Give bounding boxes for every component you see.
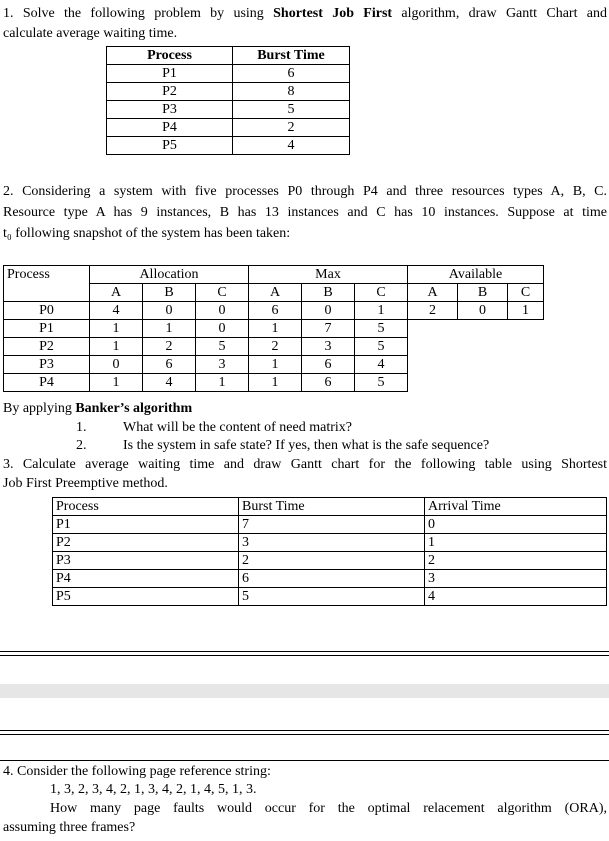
q2-cell: 1 [90, 338, 143, 356]
q2-cell: 1 [143, 320, 196, 338]
q2-cell: 3 [196, 356, 249, 374]
q2-sub-header: A [90, 284, 143, 302]
q4-line-4: assuming three frames? [3, 820, 136, 835]
q2-item-2-text: Is the system in safe state? If yes, then what is the safe sequence? [123, 438, 490, 453]
q2-sub-header: C [196, 284, 249, 302]
q3-cell: P3 [53, 552, 239, 570]
separator-line [0, 730, 609, 731]
q1-header-process: Process [107, 47, 233, 65]
q2-item-2-num: 2. [76, 438, 87, 453]
table-row [107, 137, 350, 155]
q1-cell: 2 [233, 119, 350, 137]
q2-cell: 4 [90, 302, 143, 320]
q2-sub-header: A [408, 284, 458, 302]
q1-cell: 5 [233, 101, 350, 119]
q2-cell: 0 [143, 302, 196, 320]
q2-cell: 1 [90, 374, 143, 392]
q3-cell: 2 [425, 552, 607, 570]
q2-header-process: Process [4, 266, 90, 302]
q2-cell: 1 [249, 374, 302, 392]
q2-cell: 6 [302, 374, 355, 392]
q2-algorithm-name: Banker’s algorithm [75, 401, 193, 416]
q1-text [3, 4, 607, 43]
q2-cell: 2 [249, 338, 302, 356]
q3-line-2: Job First Preemptive method. [3, 476, 168, 491]
q4-reference-string: 1, 3, 2, 3, 4, 2, 1, 3, 4, 2, 1, 4, 5, 1, 3. [50, 782, 257, 797]
q2-cell: 2 [143, 338, 196, 356]
separator-line [0, 651, 609, 652]
q2-process: P1 [4, 320, 90, 338]
q2-sub-header: A [249, 284, 302, 302]
q1-header-burst: Burst Time [233, 47, 350, 65]
q2-cell: 1 [249, 356, 302, 374]
q2-available: 0 [458, 302, 508, 320]
q3-arrival-table [52, 497, 607, 606]
table-row [53, 534, 607, 552]
q2-bankers-line: By applying Banker’s algorithm [3, 401, 193, 416]
q2-process: P4 [4, 374, 90, 392]
q1-cell: 4 [233, 137, 350, 155]
q3-cell: 0 [425, 516, 607, 534]
q1-cell: 6 [233, 65, 350, 83]
separator-line [0, 760, 609, 761]
q2-header-max: Max [249, 266, 408, 284]
q1-line-1: 1. Solve the following problem by using Shortest Job First algorithm, draw Gantt Chart and [3, 6, 607, 21]
q2-cell: 3 [302, 338, 355, 356]
separator-line [0, 655, 609, 656]
q3-cell: P1 [53, 516, 239, 534]
table-row [107, 119, 350, 137]
q3-text [3, 455, 607, 493]
q2-line-1: 2. Considering a system with five processes P0 through P4 and three resources types A, B, C. [3, 184, 607, 199]
q3-line-1: 3. Calculate average waiting time and draw Gantt chart for the following table using Shortest [3, 457, 607, 472]
table-row [53, 552, 607, 570]
q2-cell: 0 [302, 302, 355, 320]
q3-cell: 2 [239, 552, 425, 570]
table-row [107, 83, 350, 101]
q2-available: 1 [508, 302, 544, 320]
q2-process: P2 [4, 338, 90, 356]
q2-cell: 4 [355, 356, 408, 374]
q3-cell: 5 [239, 588, 425, 606]
q2-cell: 6 [249, 302, 302, 320]
q2-process: P0 [4, 302, 90, 320]
q2-cell: 1 [196, 374, 249, 392]
q3-cell: 1 [425, 534, 607, 552]
table-row [4, 302, 544, 320]
q2-cell: 1 [355, 302, 408, 320]
q2-process: P3 [4, 356, 90, 374]
q3-header-process: Process [53, 498, 239, 516]
q3-cell: 6 [239, 570, 425, 588]
q2-cell: 0 [196, 302, 249, 320]
q2-text [3, 182, 607, 243]
q3-cell: 7 [239, 516, 425, 534]
q2-cell: 4 [143, 374, 196, 392]
q2-empty-area [408, 320, 544, 392]
q3-cell: P4 [53, 570, 239, 588]
q2-line-2: Resource type A has 9 instances, B has 13 instances and C has 10 instances. Suppose at time [3, 205, 607, 220]
table-row [53, 570, 607, 588]
q2-sub-header: C [508, 284, 544, 302]
q2-cell: 5 [355, 338, 408, 356]
separator-line [0, 734, 609, 735]
q2-item-1-num: 1. [76, 420, 87, 435]
q2-header-available: Available [408, 266, 544, 284]
q3-cell: 4 [425, 588, 607, 606]
q4-line-1: 4. Consider the following page reference string: [3, 764, 271, 779]
q2-cell: 0 [196, 320, 249, 338]
q2-cell: 6 [302, 356, 355, 374]
q2-cell: 6 [143, 356, 196, 374]
table-row [4, 320, 544, 338]
q2-cell: 1 [90, 320, 143, 338]
table-row [53, 516, 607, 534]
q3-cell: P5 [53, 588, 239, 606]
q3-header-arrival: Arrival Time [425, 498, 607, 516]
q2-cell: 5 [355, 320, 408, 338]
q2-line-3: t₀ following snapshot of the system has been taken: [3, 226, 291, 241]
q2-cell: 5 [196, 338, 249, 356]
q1-cell: P3 [107, 101, 233, 119]
q3-cell: 3 [239, 534, 425, 552]
q3-cell: 3 [425, 570, 607, 588]
q2-sub-header: B [143, 284, 196, 302]
table-row [107, 101, 350, 119]
table-row [53, 588, 607, 606]
q1-cell: 8 [233, 83, 350, 101]
q2-sub-header: B [302, 284, 355, 302]
q2-sub-header: C [355, 284, 408, 302]
q2-cell: 5 [355, 374, 408, 392]
q2-cell: 0 [90, 356, 143, 374]
q1-line-2: calculate average waiting time. [3, 26, 178, 41]
q3-cell: P2 [53, 534, 239, 552]
table-row [107, 65, 350, 83]
q2-available: 2 [408, 302, 458, 320]
q2-cell: 7 [302, 320, 355, 338]
q2-snapshot-table [3, 265, 544, 392]
q2-sub-header: B [458, 284, 508, 302]
q4-line-3: How many page faults would occur for the optimal relacement algorithm (ORA), [50, 801, 607, 816]
q1-cell: P2 [107, 83, 233, 101]
q1-cell: P4 [107, 119, 233, 137]
q3-header-burst: Burst Time [239, 498, 425, 516]
q2-item-1-text: What will be the content of need matrix? [123, 420, 352, 435]
q1-cell: P1 [107, 65, 233, 83]
gray-band [0, 684, 609, 698]
q1-algorithm-name: Shortest Job First [273, 6, 393, 21]
q2-cell: 1 [249, 320, 302, 338]
q1-burst-table [106, 46, 350, 155]
q1-cell: P5 [107, 137, 233, 155]
q2-header-allocation: Allocation [90, 266, 249, 284]
